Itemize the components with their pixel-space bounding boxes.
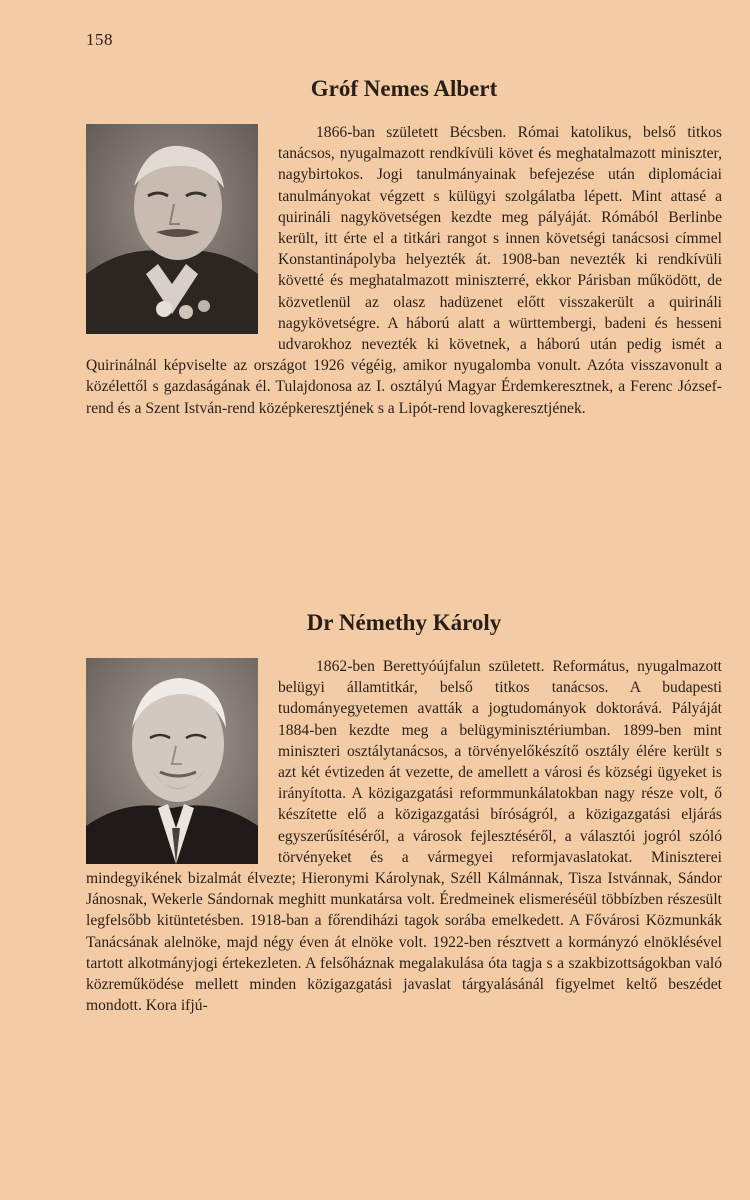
entry-title: Gróf Nemes Albert: [310, 76, 498, 101]
portrait-elderly-man-uniform-icon: [86, 124, 258, 334]
entry-title: Dr Némethy Károly: [306, 610, 502, 635]
portrait-elderly-man-suit-icon: [86, 658, 258, 864]
biography-entry: [86, 72, 722, 419]
page-number: 158: [86, 30, 113, 49]
biography-entry: [86, 606, 722, 1016]
portrait-photo: [86, 124, 258, 334]
biography-text: 1862-ben Berettyóújfalun született. Református, nyugalmazott belügyi államtitkár, belső titkos tanácsos. A budapesti tudományegyetemen avatták a jogtudományok doktorává. Pályáját 1884-ben kezdte meg a belügyminisztériumban. 1899-ben mint miniszteri osztálytanácsos, a törvényelőkészítő osztály élére került s azt két évtizeden át vezette, de amellett a városi és községi ügyeket is irányította. A közigazgatási reformmunkálatokban nagy része volt, ő készítette elő a közigazgatási bíróságról, a közigazgatási eljárás egyszerűsítéséről, a városok fejlesztéséről, a választói jogról szóló törvényeket és a vármegyei reformjavaslatokat. Miniszterei mindegyikének bizalmát élvezte; Hieronymi Károlynak, Széll Kálmánnak, Tisza Istvánnak, Sándor Jánosnak, Wekerle Sándornak meghitt munkatársa volt. Éredmeinek elismeréséül többízben részesült legfelsőbb kitüntetésben. 1918-ban a főrendiházi tagok sorába emelkedett. A Fővárosi Közmunkák Tanácsának alelnöke, majd négy éven át elnöke volt. 1922-ben résztvett a kormányzó elnöklésével tartott alkotmányjogi értekezleten. A felsőháznak megalakulása óta tagja s a szakbizottságokban való közreműködése mellett minden közigazgatási javaslat tárgyalásánál figyelmet keltő beszédet mondott. Kora ifjú-: [86, 658, 722, 1015]
portrait-photo: [86, 658, 258, 864]
biography-text: 1866-ban született Bécsben. Római katolikus, belső titkos tanácsos, nyugalmazott rendkívüli követ és meghatalmazott miniszter, nagybirtokos. Jogi tanulmányainak befejezése után diplomáciai tanulmányokat végzett s külügyi szolgálatba lépett. Mint attasé a quirináli nagykövetségen kezdte meg pályáját. Rómából Berlinbe került, itt érte el a titkári rangot s innen követségi tanácsosi címmel Konstantinápolyba helyezték át. 1908-ban nevezték ki rendkívüli követté és meghatalmazott miniszterré, ekkor Párisban működött, de közvetlenül az olasz hadüzenet előtt visszakerült a quirináli nagykövetségre. A háború alatt a württembergi, badeni és hesseni udvarokhoz nevezték ki követnek, a háború után pedig ismét a Quirinálnál képviselte az országot 1926 végéig, amikor nyugalomba vonult. Azóta visszavonult a közélettől s gazdaságának él. Tulajdonosa az I. osztályú Magyar Érdemkeresztnek, a Ferenc József-rend és a Szent István-rend középkeresztjének s a Lipót-rend lovagkeresztjének.: [86, 124, 722, 417]
